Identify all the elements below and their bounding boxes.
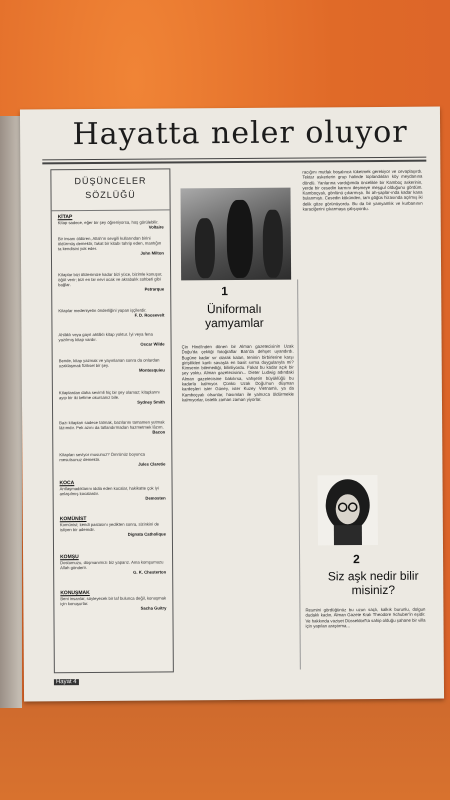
woman-portrait-drawing [318, 475, 378, 545]
quote-entry [59, 389, 165, 405]
story-number: 1 [221, 284, 228, 299]
quote-author: Jules Claretie [138, 461, 166, 467]
quote-head: KONUŞMAK [60, 589, 90, 597]
quote-entry [60, 479, 166, 501]
figure [263, 210, 283, 278]
quote-entry [58, 331, 164, 347]
story-body: Çin Hindi'nden dönen bir Alman gazetecisinin Uzak Doğu'da çektiği fotoğraflar Batı'da dehşet uyandırdı. Bugüne kadar sır olarak kalan, teninin birbirlerine karşı girişilikleri kanlı savaşta en basit sırma duygularıyla mi? Kimsenin bilemediği, bilinliyordu. Fakat bu kadar açık bir şey yoktu. Alman gazetecisinin... Dieter Ludwig adındaki Alman gazetecisine bakılırsa, vahşetin büyüklüğü bu kadarla kalmıyor. Çünkü Uzak Doğu'nun düşman kardeşleri ister Güney, ister Kuzey Vietnamlı, ya da Kamboçyalı olsunlar, hasımları ile yalnızca öldürmekle kalmıyorlar, üstelik zaman zaman yiyorlar. [181, 343, 294, 403]
quote-text: Beni insanlar, söyleyecek bir laf bulunca değil, konuşmak için konuşurlar. [60, 595, 167, 607]
quote-text: Kitaplardan daha sevimli hiç bir şey olamaz; kitaplarını ayıp bir iki kelime okursanız bile. [58, 389, 160, 401]
quote-author: Petrarque [144, 286, 165, 292]
quote-author: Dignata Catholique [127, 531, 166, 537]
quote-text: Bazı kitapları sadece tatmak, bazılarını tamamen yutmak lâzımdır. Pek azını da tatlandırmadan hazmetmek lâzım. [59, 419, 165, 431]
page-title: Hayatta neler oluyor [72, 114, 408, 153]
quote-author: Sydney Smith [137, 399, 166, 405]
quote-head: KİTAP [57, 214, 73, 221]
story-title: Üniformalı yamyamlar [205, 301, 264, 331]
quote-entry [59, 357, 165, 373]
quote-text: Kitapları seviyor musunuz? Ömrünüz boyunca mesutsunuz demektir. [59, 451, 146, 463]
quote-text: Dostumuzu, düşmanımızı biz yaparız. Ama komşumuzu Allah gönderir. [60, 559, 164, 571]
quote-entry [60, 589, 166, 611]
quote-entry [60, 515, 166, 537]
quote-author: Montesquieu [138, 367, 165, 373]
sidebar-divider [52, 209, 170, 211]
figure [227, 200, 254, 278]
story-body-continued: racığını mutfak boşalınca tüketmek gerekiyor ve cevaplaşırdı. Tektar askerlerin grup halinde toplandıkları köy meydanına döndü. Yanlarına vardığımda öncelikle bir Kamboç askerinin, yerde bir cesedin karnını deşmeye meşgul olduğunu gördüm. Kamboçyalı, gönlünü çıkarmıştı. İki ah-şaplar-ında kadar kana bulanmıştı. Cesedin kökünden, tam göğüs hizasında açılmış iki delik göze görünüyordu. Bu da bir yamyamlık ve kurbanının karaciğerini çıkarmaya çalışıyordu. [302, 168, 423, 212]
quote-author: John Milton [140, 250, 164, 256]
story-number: 2 [353, 552, 360, 567]
quote-text: Kitap sadece, eğer bir şey öğreniyorsa, hoş görülebilir. [57, 219, 159, 226]
page-spine [0, 116, 22, 708]
figure [195, 218, 215, 278]
woman-portrait [318, 475, 378, 545]
quote-entry [58, 235, 164, 256]
quote-text: Kitaplar bizi ölülerimize kadar bizi yüce, bizimle konuşur, öğüt verir; bizi en bir nevi ocak ve akrabalık sohbeti gibi bağlar. [58, 271, 163, 288]
quote-entry [59, 419, 165, 435]
quotes-sidebar [50, 168, 174, 673]
sidebar-heading: DÜŞÜNCELER SÖZLÜĞÜ [74, 175, 147, 201]
quote-author: Oscar Wilde [140, 341, 165, 347]
quote-head: KOMÜNİST [59, 516, 87, 523]
quote-entry [58, 271, 164, 292]
quote-author: Voltaire [148, 224, 164, 230]
quote-author: G. K. Chesterton [133, 569, 167, 575]
quote-entry [59, 451, 165, 467]
quote-entry [58, 213, 164, 230]
quote-entry [60, 553, 166, 575]
page-footer: Hayat 4 [55, 679, 77, 686]
quote-author: Sacha Guitry [140, 605, 167, 611]
quote-text: Ahlâklı veya gayri ahlâklı kitap yoktur. İyi veya fena yazılmış kitap vardır. [58, 331, 153, 343]
title-rule-thick [42, 160, 426, 165]
quote-text: Bende, kitap yazmak ve yayınlanan sonra da onlardan uzaklaşmak fiziksel bir şey. [58, 357, 160, 369]
quote-text: Antlaşmadıklarını iddia eden kocalar, hakikatte çok iyi anlaşılmış kocalardır. [59, 485, 159, 497]
quote-text: Kitaplar medeniyetin önderliğini yapan işçilerdir. [58, 307, 147, 314]
magazine-page [20, 107, 444, 702]
table-surface [0, 700, 450, 800]
story-title: Siz aşk nedir bilir misiniz? [327, 568, 419, 598]
quote-author: F. D. Roosevelt [134, 312, 165, 318]
quote-author: Bacon [152, 429, 166, 435]
quote-head: KOMŞU [60, 554, 79, 561]
quote-head: KOCA [59, 480, 75, 487]
soldiers-photo [180, 188, 291, 281]
quote-entry [58, 307, 164, 318]
story-body: Resmini gördüğünüz bu uzun saçlı, kalkık burunlu, dolgun dudaklı kadın, Alman Gazete Kralı Theodore Schuber'in eşidir. Ve hakkında vaziyet Düsseldorf'ta sahip olduğu şahane bir villa için yapılan araştırma... [305, 606, 426, 629]
column-rule [297, 280, 301, 670]
quote-author: Demosten [145, 495, 166, 501]
quote-text: Bir insanı öldüren, Allah'ın sevgili kullarından birini öldürmüş demektir, fakat bir kitabı tahrip eden, mantığın ta kendisini yok eder. [57, 235, 162, 252]
quote-text: Komünist; kendi pastasını yedikten sonra, sizinkini de istiyen bir ademdir. [59, 521, 160, 533]
